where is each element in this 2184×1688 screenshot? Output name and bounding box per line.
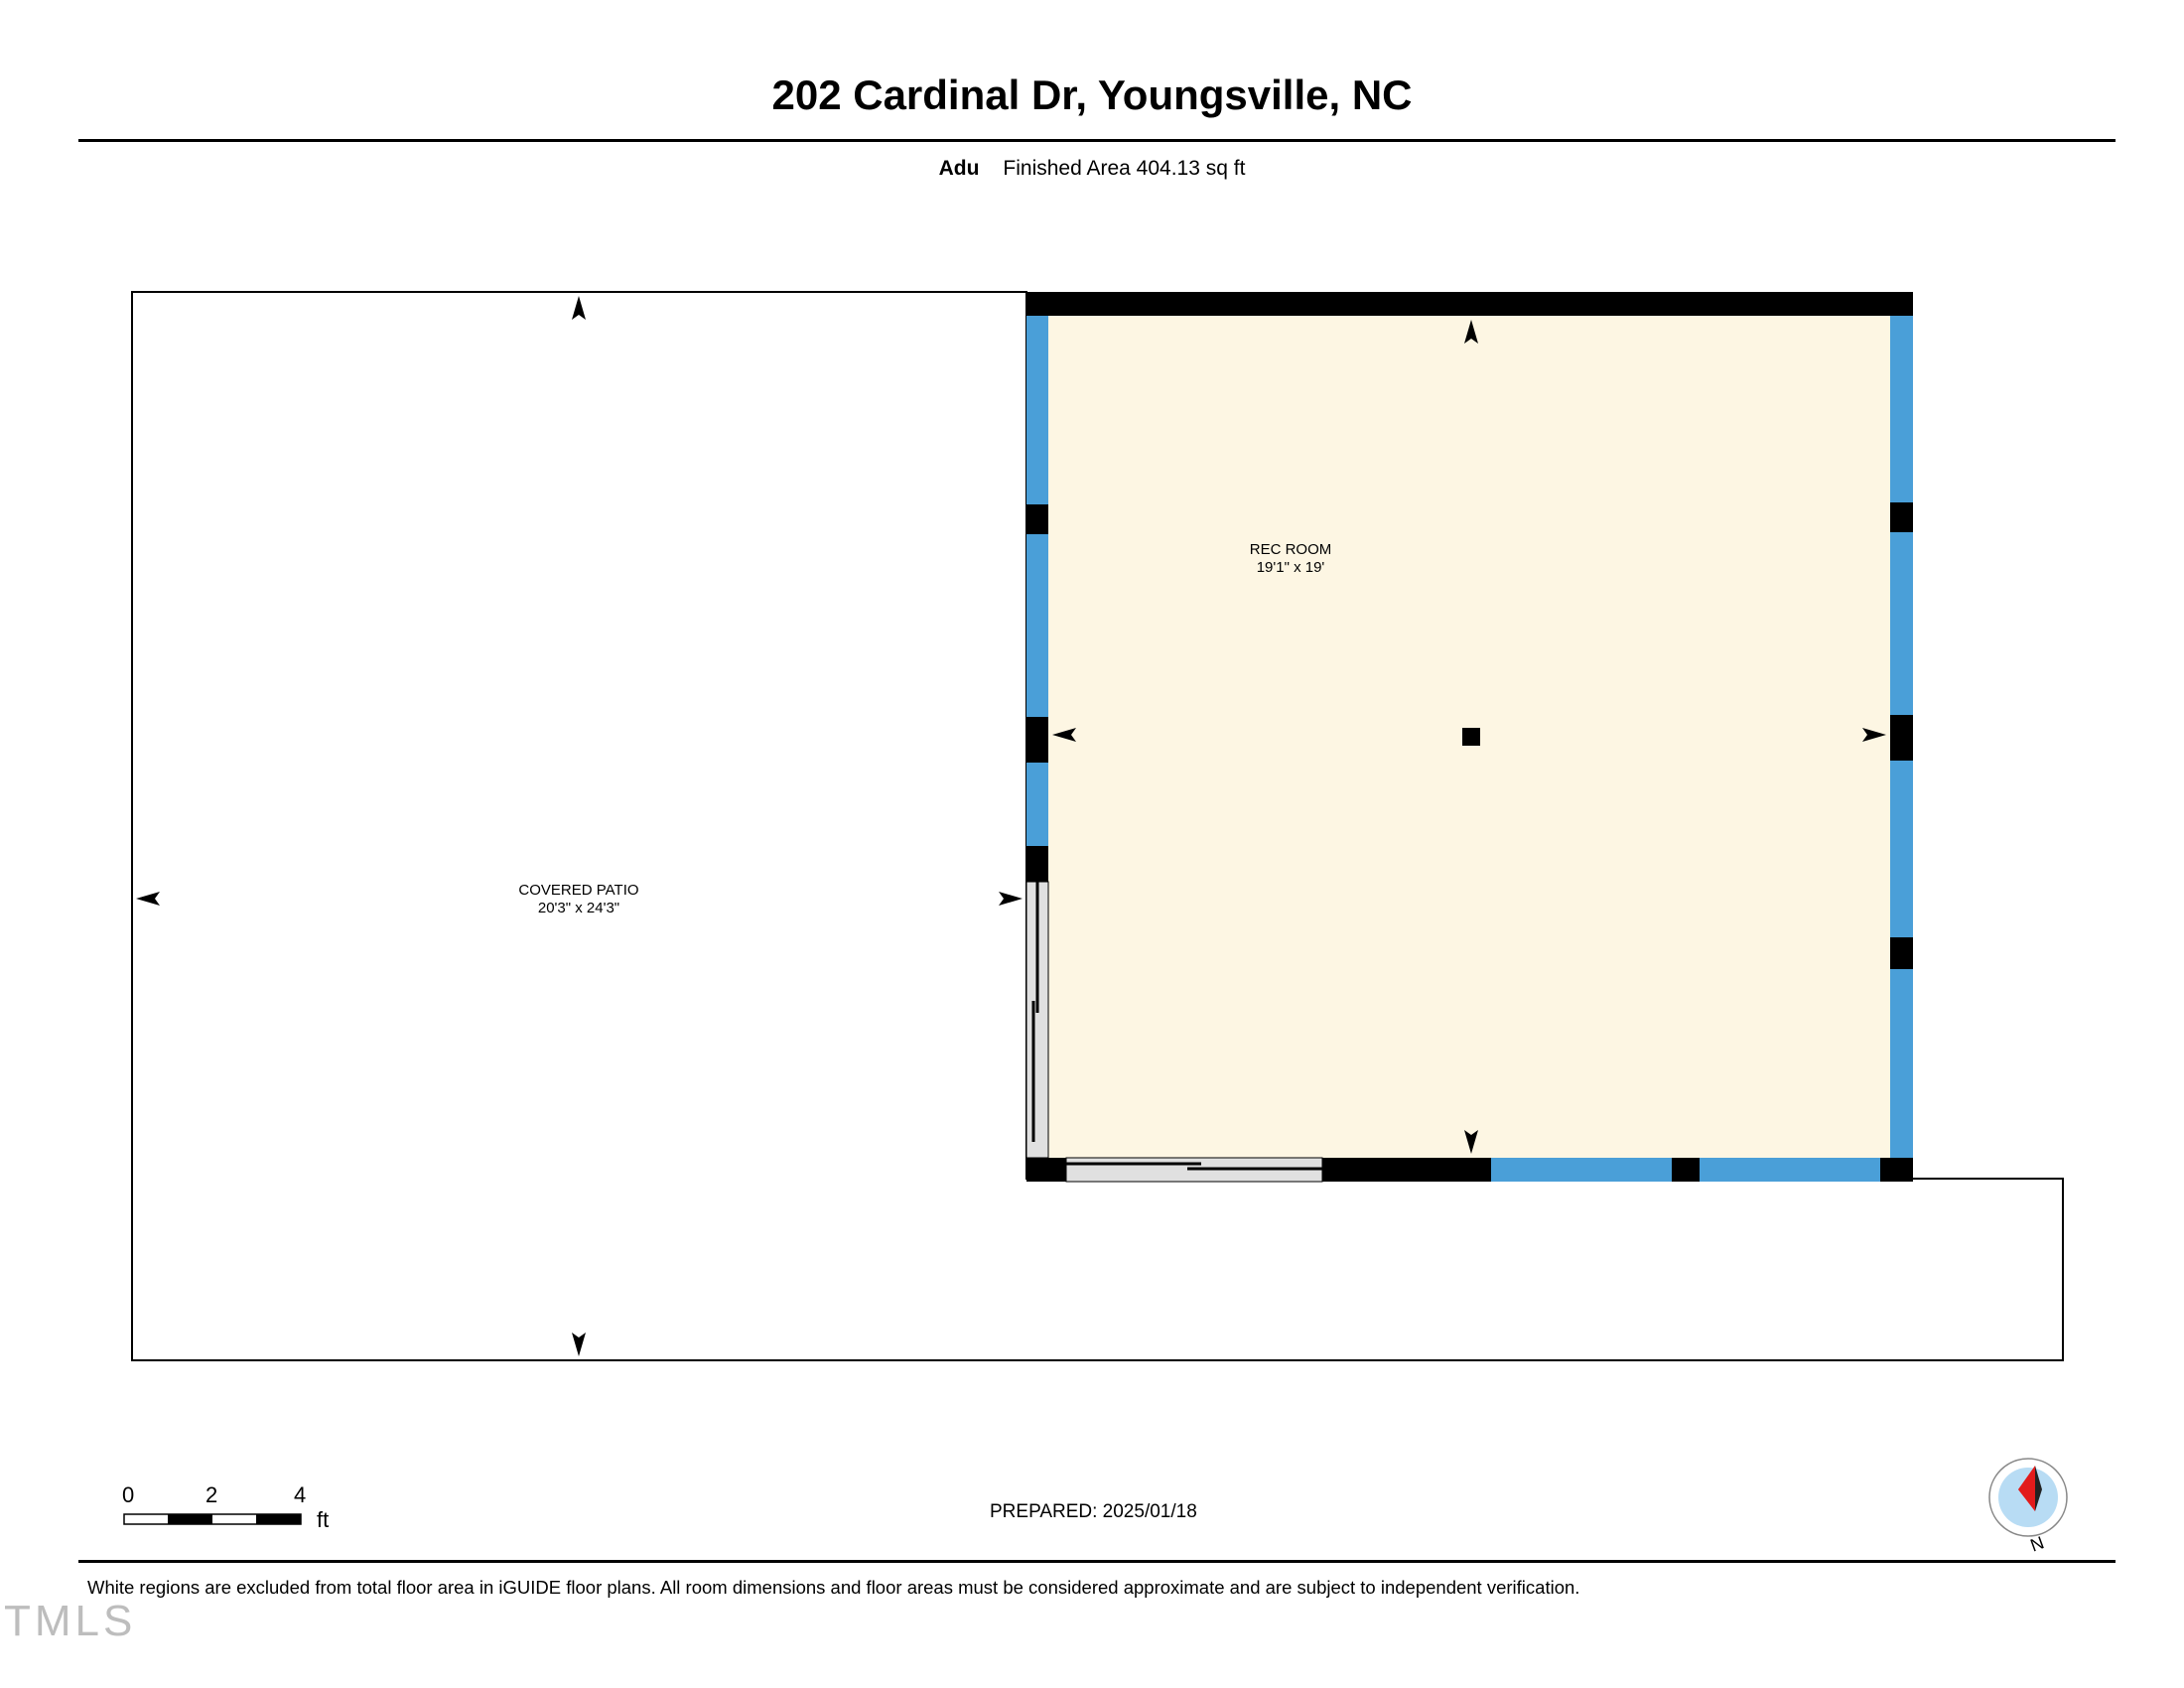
wall-left-post-3 (1026, 846, 1048, 882)
level-name: Adu (938, 157, 980, 180)
wall-left-post-2 (1026, 717, 1048, 763)
window-left-1 (1026, 316, 1048, 504)
rec-room-dimensions: 19'1" x 19' (1256, 559, 1325, 576)
wall-bottom-post (1672, 1158, 1700, 1182)
column-marker (1462, 728, 1480, 746)
window-right-4 (1890, 969, 1913, 1158)
plan-title: 202 Cardinal Dr, Youngsville, NC (771, 71, 1413, 118)
window-right-2 (1890, 532, 1913, 715)
compass-icon (1989, 1459, 2067, 1536)
footer-divider (78, 1560, 2116, 1563)
window-right-1 (1890, 316, 1913, 502)
wall-bottom-corner-right (1880, 1158, 1913, 1182)
wall-bottom-corner-left (1026, 1158, 1066, 1182)
mls-watermark: TMLS (4, 1597, 137, 1645)
wall-right-post-3 (1890, 937, 1913, 969)
wall-top (1026, 292, 1913, 316)
patio-arrow-top (572, 296, 586, 320)
window-bottom-1 (1491, 1158, 1672, 1182)
wall-right-post-2 (1890, 715, 1913, 761)
window-left-2 (1026, 534, 1048, 717)
patio-arrow-bottom (572, 1333, 586, 1356)
window-left-3 (1026, 763, 1048, 846)
patio-arrow-left (136, 892, 160, 906)
finished-area: Finished Area 404.13 sq ft (1003, 157, 1246, 180)
wall-right-post-1 (1890, 502, 1913, 532)
disclaimer-text: White regions are excluded from total floor area in iGUIDE floor plans. All room dimensions and floor areas must be considered approximate and are subject to independent verification. (87, 1577, 1580, 1598)
scale-tick-2: 2 (205, 1482, 218, 1507)
covered-patio-name: COVERED PATIO (518, 882, 639, 899)
prepared-date: PREPARED: 2025/01/18 (990, 1501, 1197, 1522)
scale-bar (124, 1514, 301, 1524)
wall-bottom-solid (1322, 1158, 1491, 1182)
scale-tick-0: 0 (122, 1482, 135, 1507)
patio-arrow-right (999, 892, 1023, 906)
compass-north-label: N (2027, 1532, 2047, 1556)
window-bottom-2 (1700, 1158, 1880, 1182)
window-right-3 (1890, 761, 1913, 937)
wall-left-post-1 (1026, 504, 1048, 534)
scale-tick-4: 4 (294, 1482, 307, 1507)
scale-unit: ft (317, 1507, 330, 1532)
rec-room-name: REC ROOM (1249, 541, 1332, 558)
covered-patio-dimensions: 20'3" x 24'3" (537, 900, 620, 916)
